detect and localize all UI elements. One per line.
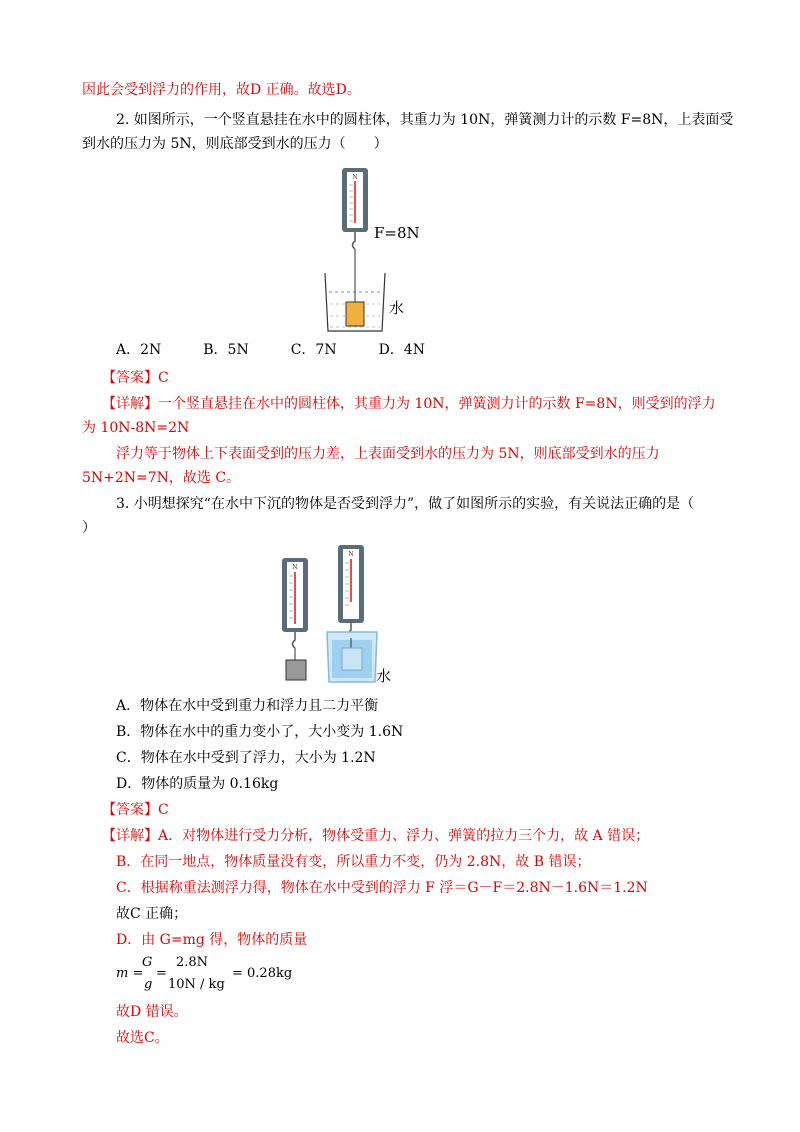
explanation-2-line-3: 浮力等于物体上下表面受到的压力差，上表面受到水的压力为 5N，则底部受到水的压力 (116, 446, 660, 462)
explanation-3-line-1: 【详解】A．对物体进行受力分析，物体受重力、浮力、弹簧的拉力三个力，故 A 错误； (102, 828, 650, 844)
option-c: C．物体在水中受到了浮力，大小为 1.2N (116, 750, 376, 766)
answer-3: 【答案】C (102, 802, 169, 818)
explanation-3-line-2: B．在同一地点，物体质量没有变，所以重力不变，仍为 2.8N，故 B 错误； (116, 854, 591, 870)
mass-formula (116, 952, 336, 998)
option-d: D．物体的质量为 0.16kg (116, 776, 279, 792)
question-2-line-2: 到水的压力为 5N，则底部受到水的压力（ ） (82, 136, 388, 152)
formula-numerator: 2.8N (176, 955, 209, 970)
right-scale-unit-label: N (348, 551, 354, 558)
block-in-water (342, 648, 362, 670)
cylinder (346, 302, 364, 326)
formula-lhs: m = (116, 966, 144, 981)
explanation-2-line-1: 【详解】一个竖直悬挂在水中的圆柱体，其重力为 10N，弹簧测力计的示数 F=8N，则受到的浮力 (102, 396, 716, 412)
spring-scale-figure-1 (320, 165, 430, 340)
spring-scale-figure-2 (280, 542, 390, 687)
formula-g-denominator: g (144, 977, 153, 992)
explanation-3-line-5: D．由 G=mg 得，物体的质量 (116, 932, 308, 948)
scale-unit-label: N (352, 174, 358, 181)
water-label: 水 (389, 299, 405, 317)
left-hook-icon (293, 632, 296, 648)
formula-denominator: 10N / kg (168, 977, 225, 992)
text-line: 因此会受到浮力的作用，故D 正确。故选D。 (82, 82, 361, 98)
option-b: B．物体在水中的重力变小了，大小变为 1.6N (116, 724, 404, 740)
explanation-2-line-4: 5N+2N=7N，故选 C。 (82, 470, 241, 486)
explanation-3-line-6: 故D 错误。 (116, 1004, 188, 1020)
formula-g-numerator: G (142, 955, 153, 970)
explanation-3-line-7: 故选C。 (116, 1030, 169, 1046)
force-label: F=8N (374, 224, 420, 242)
question-2-line-1: 2. 如图所示，一个竖直悬挂在水中的圆柱体，其重力为 10N，弹簧测力计的示数 F=8N，上表面受 (116, 112, 734, 128)
water-label-2: 水 (376, 667, 392, 685)
explanation-3-line-3: C．根据称重法测浮力得，物体在水中受到的浮力 F 浮＝G－F＝2.8N－1.6N＝1.2N (116, 880, 648, 896)
answer-2: 【答案】C (102, 370, 169, 386)
explanation-3-line-4: 故C 正确； (116, 906, 188, 922)
formula-result: = 0.28kg (232, 966, 293, 981)
block-in-air (286, 660, 306, 680)
formula-equals: = (156, 966, 167, 981)
explanation-2-line-2: 为 10N-8N=2N (82, 420, 190, 436)
question-2-options: A．2N B．5N C．7N D．4N (116, 342, 425, 358)
question-3-line-2: ） (82, 520, 96, 536)
left-scale-unit-label: N (292, 564, 298, 571)
hook-icon (353, 232, 356, 249)
question-3-line-1: 3. 小明想探究“在水中下沉的物体是否受到浮力”，做了如图所示的实验，有关说法正确的是（ (116, 496, 695, 512)
option-a: A．物体在水中受到重力和浮力且二力平衡 (116, 698, 379, 714)
